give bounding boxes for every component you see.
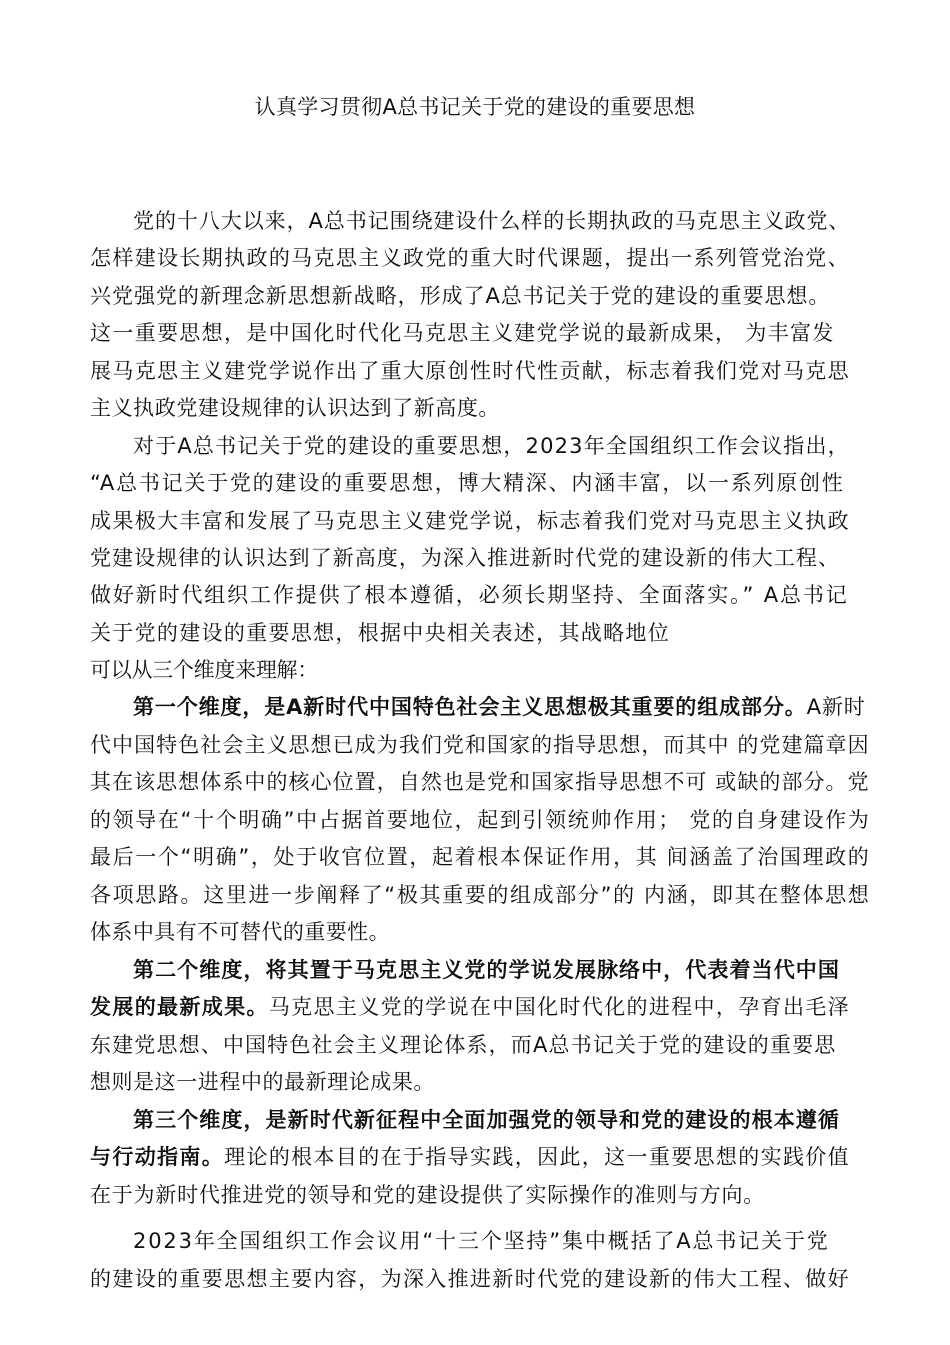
body-line: [133, 1226, 830, 1256]
body-text: 的领导在“十个明确”中占据首要地位，起到引领统帅作用； 党的自身建设作为: [90, 808, 871, 832]
body-line: [90, 318, 835, 348]
body-text: 各项思路。这里进一步阐释了“极其重要的组成部分”的 内涵，即其在整体思想: [90, 883, 871, 907]
body-text: 党的十八大以来，A总书记围绕建设什么样的长期执政的马克思主义政党、: [133, 209, 851, 233]
body-line: [90, 393, 500, 423]
body-line: [90, 767, 870, 797]
body-line: [90, 1030, 836, 1060]
body-line: [133, 431, 850, 461]
body-text: “A总书记关于党的建设的重要思想，博大精深、内涵丰富，以一系列原创性: [90, 471, 845, 495]
body-line: [90, 281, 830, 311]
body-line: [90, 618, 670, 648]
body-line: [90, 356, 850, 386]
body-line: [90, 243, 850, 273]
body-line: [90, 1180, 765, 1210]
body-line: [90, 1067, 435, 1097]
body-text: 主义执政党建设规律的认识达到了新高度。: [90, 396, 500, 420]
body-line: [90, 1264, 850, 1294]
body-line: [90, 880, 870, 910]
body-text: 想则是这一进程中的最新理论成果。: [90, 1070, 435, 1094]
body-text: 东建党思想、中国特色社会主义理论体系，而A总书记关于党的建设的重要思: [90, 1033, 837, 1057]
bold-text: 第三个维度，是新时代新征程中全面加强党的领导和党的建设的根本遵循: [133, 1108, 840, 1132]
body-line: [90, 992, 850, 1022]
body-line: [90, 730, 870, 760]
body-text: 做好新时代组织工作提供了根本遵循，必须长期坚持、全面落实。” A总书记: [90, 583, 849, 607]
body-line: [90, 1142, 850, 1172]
bold-text: 第二个维度，将其置于马克思主义党的学说发展脉络中，代表着当代中国: [133, 958, 840, 982]
body-line: [133, 206, 850, 236]
body-text: 兴党强党的新理念新思想新战略，形成了A总书记关于党的建设的重要思想。: [90, 284, 831, 308]
body-line: [90, 655, 318, 685]
body-text: 展马克思主义建党学说作出了重大原创性时代性贡献，标志着我们党对马克思: [90, 359, 850, 383]
body-text: 的建设的重要思想主要内容，为深入推进新时代党的建设新的伟大工程、做好: [90, 1267, 850, 1291]
body-text: 关于党的建设的重要思想，根据中央相关表述，其战略地位: [90, 621, 670, 645]
body-text: 在于为新时代推进党的领导和党的建设提供了实际操作的准则与方向。: [90, 1183, 765, 1207]
body-text: 代中国特色社会主义思想已成为我们党和国家的指导思想，而其中 的党建篇章因: [90, 733, 870, 757]
bold-text: 第一个维度，是A新时代中国特色社会主义思想极其重要的组成部分。: [133, 695, 807, 719]
body-text: 理论的根本目的在于指导实践，因此，这一重要思想的实践价值: [224, 1145, 851, 1169]
body-line: [90, 543, 840, 573]
body-text: 马克思主义党的学说在中国化时代化的进程中，孕育出毛泽: [268, 995, 851, 1019]
body-line: [90, 506, 850, 536]
bold-text: 发展的最新成果。: [90, 995, 269, 1019]
body-line: [133, 692, 866, 722]
body-text: 对于A总书记关于党的建设的重要思想，2023年全国组织工作会议指出，: [133, 434, 850, 458]
body-line: [90, 917, 390, 947]
bold-text: 与行动指南。: [90, 1145, 225, 1169]
body-line: [90, 805, 870, 835]
body-text: A新时: [806, 695, 866, 719]
body-text: 怎样建设长期执政的马克思主义政党的重大时代课题，提出一系列管党治党、: [90, 246, 850, 270]
body-text: 成果极大丰富和发展了马克思主义建党学说，标志着我们党对马克思主义执政: [90, 509, 850, 533]
body-text: 其在该思想体系中的核心位置，自然也是党和国家指导思想不可 或缺的部分。党: [90, 770, 870, 794]
document-title: 认真学习贯彻A总书记关于党的建设的重要思想: [254, 95, 696, 119]
body-text: 这一重要思想，是中国化时代化马克思主义建党学说的最新成果， 为丰富发: [90, 321, 835, 345]
body-line: [133, 955, 840, 985]
body-text: 最后一个“明确”，处于收官位置，起着根本保证作用，其 间涵盖了治国理政的: [90, 845, 871, 869]
body-text: 体系中具有不可替代的重要性。: [90, 920, 390, 944]
body-line: [90, 468, 845, 498]
body-line: [90, 842, 870, 872]
body-line: [90, 580, 849, 610]
body-text: 2023年全国组织工作会议用“十三个坚持”集中概括了A总书记关于党: [133, 1229, 830, 1253]
body-line: [133, 1105, 840, 1135]
body-text: 党建设规律的认识达到了新高度，为深入推进新时代党的建设新的伟大工程、: [90, 546, 840, 570]
body-text: 可以从三个维度来理解：: [90, 658, 318, 682]
